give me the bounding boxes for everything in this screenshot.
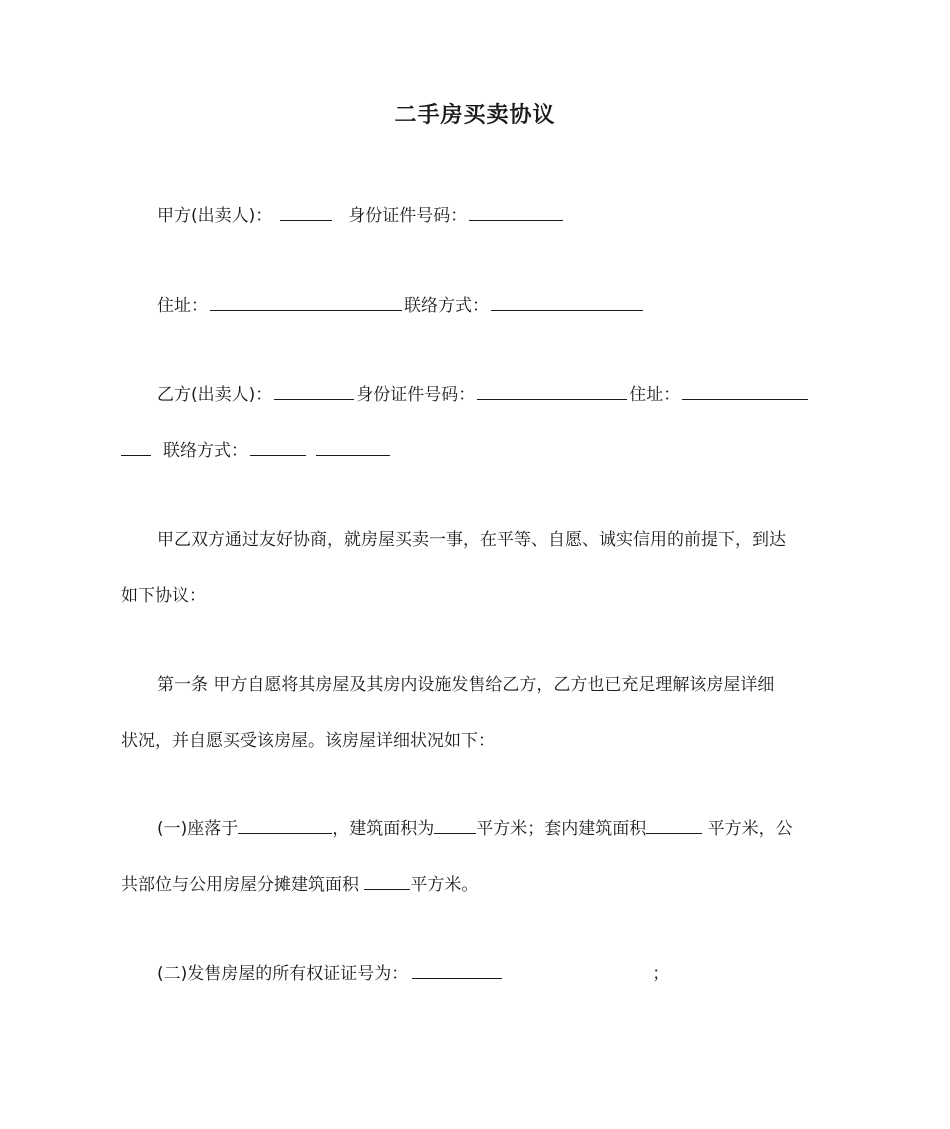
item-1-unit-1: 平方米；套内建筑面积 (476, 819, 647, 839)
party-b-line-2 (121, 423, 831, 479)
article-1-paragraph (121, 657, 831, 769)
party-b-line-1 (121, 367, 831, 423)
party-a-contact-label: 联络方式： (404, 296, 489, 316)
party-b-contact-blank-2 (316, 438, 390, 456)
party-a-identity (121, 188, 831, 244)
article-1-line-1: 第一条 甲方自愿将其房屋及其房内设施发售给乙方，乙方也已充足理解该房屋详细 (157, 675, 775, 695)
party-b-contact-label: 联络方式： (163, 441, 248, 461)
document-title: 二手房买卖协议 (394, 103, 556, 128)
item-1-line-2 (121, 857, 831, 913)
party-b-info (121, 367, 831, 479)
item-2-suffix: ； (652, 964, 670, 984)
item-1-prefix: (一)座落于 (157, 819, 239, 839)
intro-line-2: 如下协议： (121, 586, 206, 606)
intro-line-1: 甲乙双方通过友好协商，就房屋买卖一事，在平等、自愿、诚实信用的前提下，到达 (157, 530, 786, 550)
item-2-certificate-blank (412, 961, 502, 979)
item-1-line-2-prefix: 共部位与公用房屋分摊建筑面积 (121, 875, 365, 895)
party-b-contact-blank-1 (250, 438, 306, 456)
item-1-unit-3: 平方米。 (410, 875, 479, 895)
item-1-unit-2: 平方米，公 (702, 819, 793, 839)
party-a-contact-blank (491, 293, 643, 311)
article-1-line-2: 状况，并自愿买受该房屋。该房屋详细状况如下： (121, 731, 495, 751)
party-a-name-blank (280, 203, 332, 221)
party-a-address-label: 住址： (157, 296, 208, 316)
item-2-paragraph (121, 946, 831, 1002)
item-1-shared-area-blank (364, 872, 410, 890)
party-a-id-label: 身份证件号码： (348, 206, 468, 226)
item-2-line (121, 946, 831, 1002)
party-b-id-label: 身份证件号码： (356, 385, 476, 405)
intro-paragraph (121, 512, 831, 624)
item-1-paragraph (121, 801, 831, 913)
party-b-address-label: 住址： (629, 385, 681, 405)
item-1-inner-area-blank (646, 816, 702, 834)
party-b-address-blank-cont (121, 438, 151, 456)
party-a-label: 甲方(出卖人)： (157, 206, 273, 226)
item-1-location-blank (238, 816, 332, 834)
party-a-address-line (121, 278, 831, 334)
party-b-name-blank (274, 382, 354, 400)
item-1-area-blank (434, 816, 476, 834)
party-b-id-blank (477, 382, 627, 400)
party-a-identity-line (121, 188, 831, 244)
party-a-address-blank (210, 293, 402, 311)
party-a-id-blank (469, 203, 563, 221)
item-2-prefix: (二)发售房屋的所有权证证号为： (157, 964, 409, 984)
party-b-address-blank (682, 382, 808, 400)
item-1-line-1 (121, 801, 831, 857)
party-a-address (121, 278, 831, 334)
item-1-area-label: ，建筑面积为 (332, 819, 435, 839)
party-b-label: 乙方(出卖人)： (157, 385, 273, 405)
